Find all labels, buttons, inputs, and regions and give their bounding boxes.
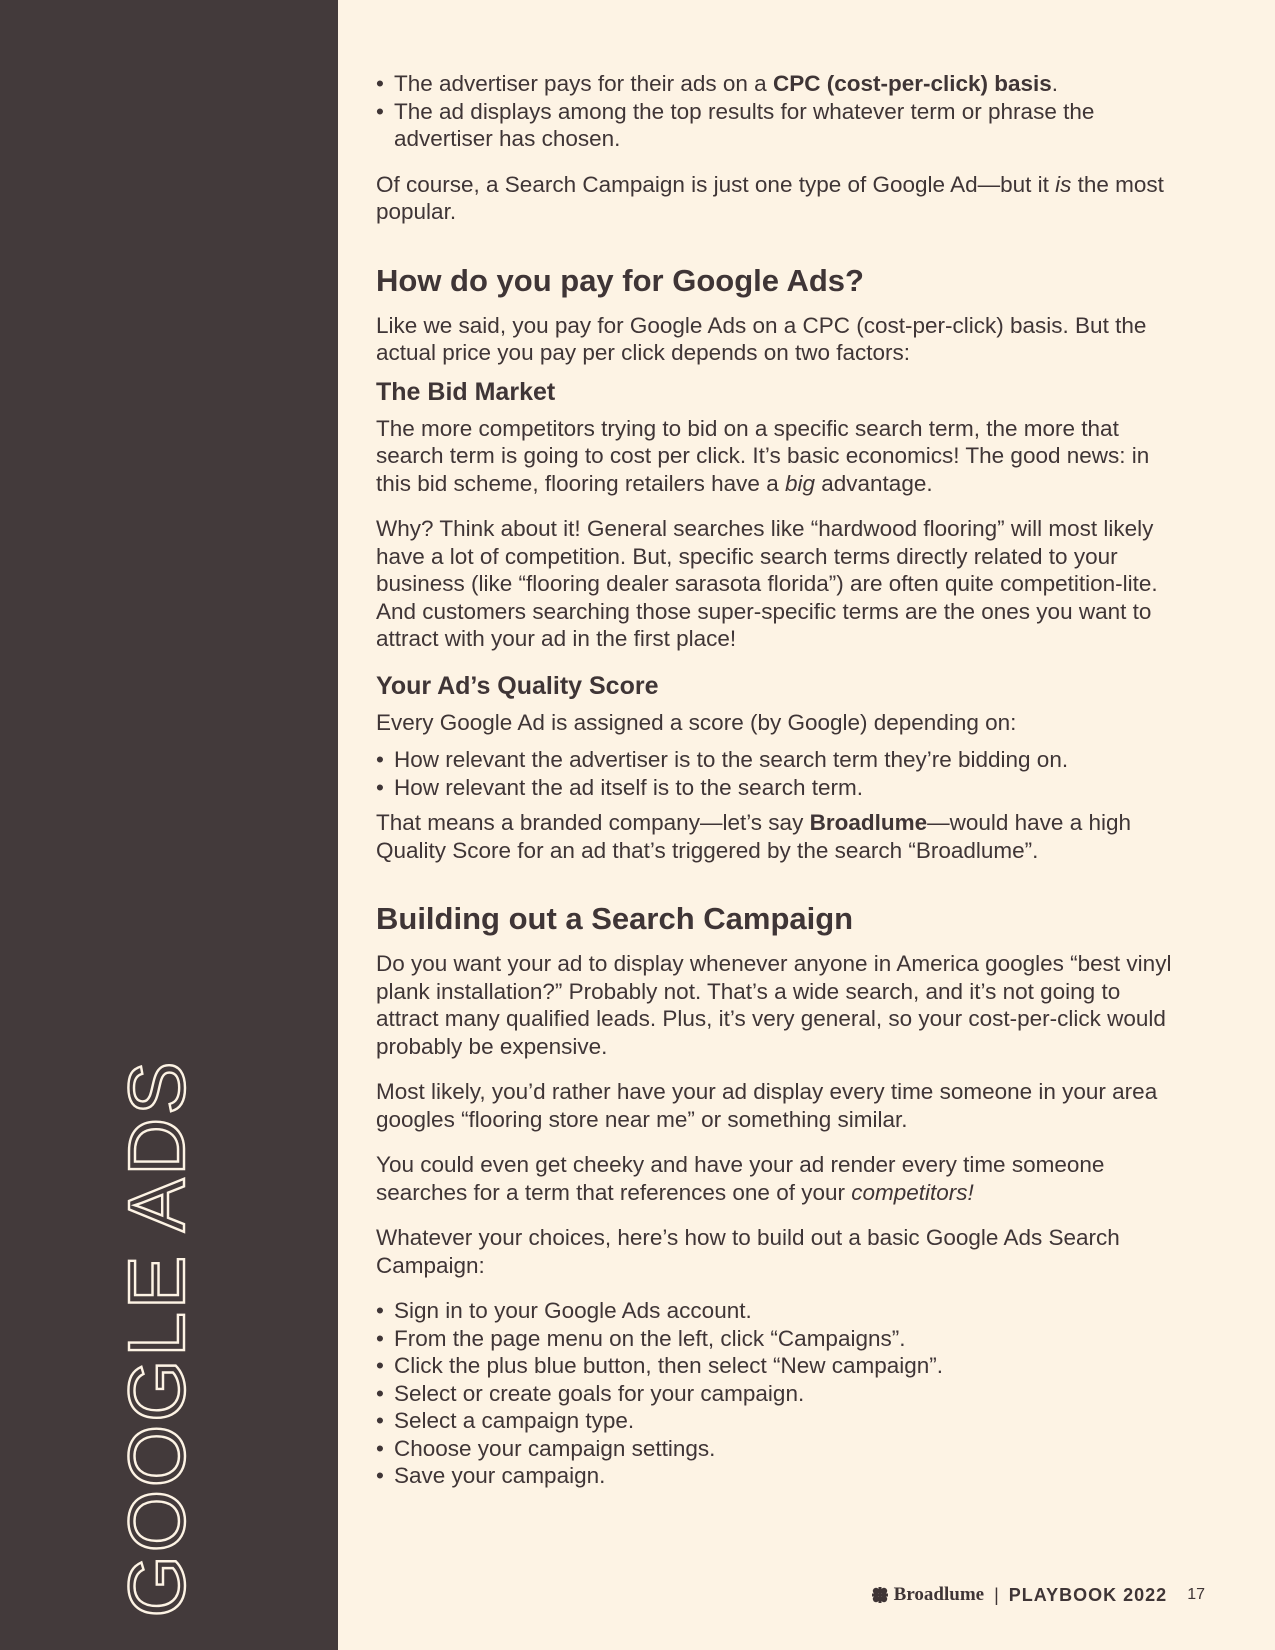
bullet-icon: •: [376, 98, 384, 124]
list-item: • Sign in to your Google Ads account.: [376, 1298, 752, 1323]
footer-separator: |: [994, 1584, 999, 1605]
heading-build: Building out a Search Campaign: [376, 901, 854, 936]
bullet-icon: •: [376, 71, 384, 96]
heading-quality-score: Your Ad’s Quality Score: [376, 671, 659, 700]
bullet-icon: •: [376, 1408, 384, 1433]
pay-paragraph: Like we said, you pay for Google Ads on a CPC (cost-per-click) basis. But the actual price you pay per click depends on two factors:: [376, 312, 1147, 365]
bullet-icon: •: [376, 1380, 384, 1406]
section-label: GOOGLE ADS: [112, 1058, 201, 1618]
playbook-title: PLAYBOOK 2022: [1008, 1584, 1168, 1605]
bullet-icon: •: [376, 1298, 384, 1323]
build-paragraph-3: You could even get cheeky and have your ad render every time someone searches for a term that references one of your competitors!: [376, 1152, 1105, 1205]
list-item: • The ad displays among the top results for whatever term or phrase the advertiser has chosen.: [376, 98, 1095, 151]
page-number: 17: [1187, 1586, 1205, 1603]
intro-paragraph: Of course, a Search Campaign is just one type of Google Ad—but it is the most popular.: [376, 171, 1164, 224]
bullet-icon: •: [376, 1353, 384, 1378]
bullet-icon: •: [376, 774, 384, 800]
list-item: • Select a campaign type.: [376, 1408, 635, 1433]
bullet-icon: •: [376, 1463, 384, 1488]
heading-bid-market: The Bid Market: [376, 377, 556, 406]
bullet-icon: •: [376, 1325, 384, 1351]
list-item: • How relevant the advertiser is to the search term they’re bidding on.: [376, 747, 1069, 772]
quality-paragraph: Every Google Ad is assigned a score (by Google) depending on:: [376, 709, 1017, 735]
footer: [870, 1584, 1205, 1606]
main-content: [376, 70, 1186, 1508]
build-paragraph-1: Do you want your ad to display whenever anyone in America googles “best vinyl plank installation?” Probably not. That’s a wide search, and it’s not going to attract many qualified leads. Plus, it’s very general, so your cost-per-click would probably be expensive.: [376, 951, 1172, 1059]
sidebar: [0, 0, 338, 1650]
bullet-icon: •: [376, 747, 384, 772]
bullet-icon: •: [376, 1435, 384, 1461]
list-item: • Save your campaign.: [376, 1463, 606, 1488]
build-paragraph-2: Most likely, you’d rather have your ad display every time someone in your area googles “flooring store near me” or something similar.: [376, 1079, 1158, 1132]
broadlume-logo-icon: [870, 1585, 890, 1605]
quality-paragraph-2: That means a branded company—let’s say Broadlume—would have a high Quality Score for an ad that’s triggered by the search “Broadlume”.: [376, 810, 1131, 863]
brand-name: Broadlume: [893, 1584, 985, 1605]
intro-bullets: [376, 70, 1186, 153]
bid-market-paragraph-2: Why? Think about it! General searches like “hardwood flooring” will most likely have a lot of competition. But, specific search terms directly related to your business (like “flooring dealer sarasota florida”) are often quite competition-lite. And customers searching those super-specific terms are the ones you want to attract with your ad in the first place!: [376, 516, 1158, 651]
list-item: • Click the plus blue button, then select “New campaign”.: [376, 1353, 944, 1378]
list-item: • Choose your campaign settings.: [376, 1435, 716, 1461]
brand-logo: [870, 1584, 984, 1606]
quality-bullets: [376, 746, 1186, 801]
heading-pay: How do you pay for Google Ads?: [376, 262, 864, 298]
list-item: • How relevant the ad itself is to the search term.: [376, 774, 863, 800]
list-item: • From the page menu on the left, click “Campaigns”.: [376, 1325, 906, 1351]
bid-market-paragraph-1: The more competitors trying to bid on a specific search term, the more that search term is going to cost per click. It’s basic economics! The good news: in this bid scheme, flooring retailers have a big advantage.: [376, 415, 1150, 496]
build-steps: [376, 1297, 1186, 1490]
build-paragraph-4: Whatever your choices, here’s how to build out a basic Google Ads Search Campaign:: [376, 1225, 1120, 1278]
list-item: • Select or create goals for your campaign.: [376, 1380, 805, 1406]
list-item: • The advertiser pays for their ads on a CPC (cost-per-click) basis.: [376, 71, 1059, 96]
